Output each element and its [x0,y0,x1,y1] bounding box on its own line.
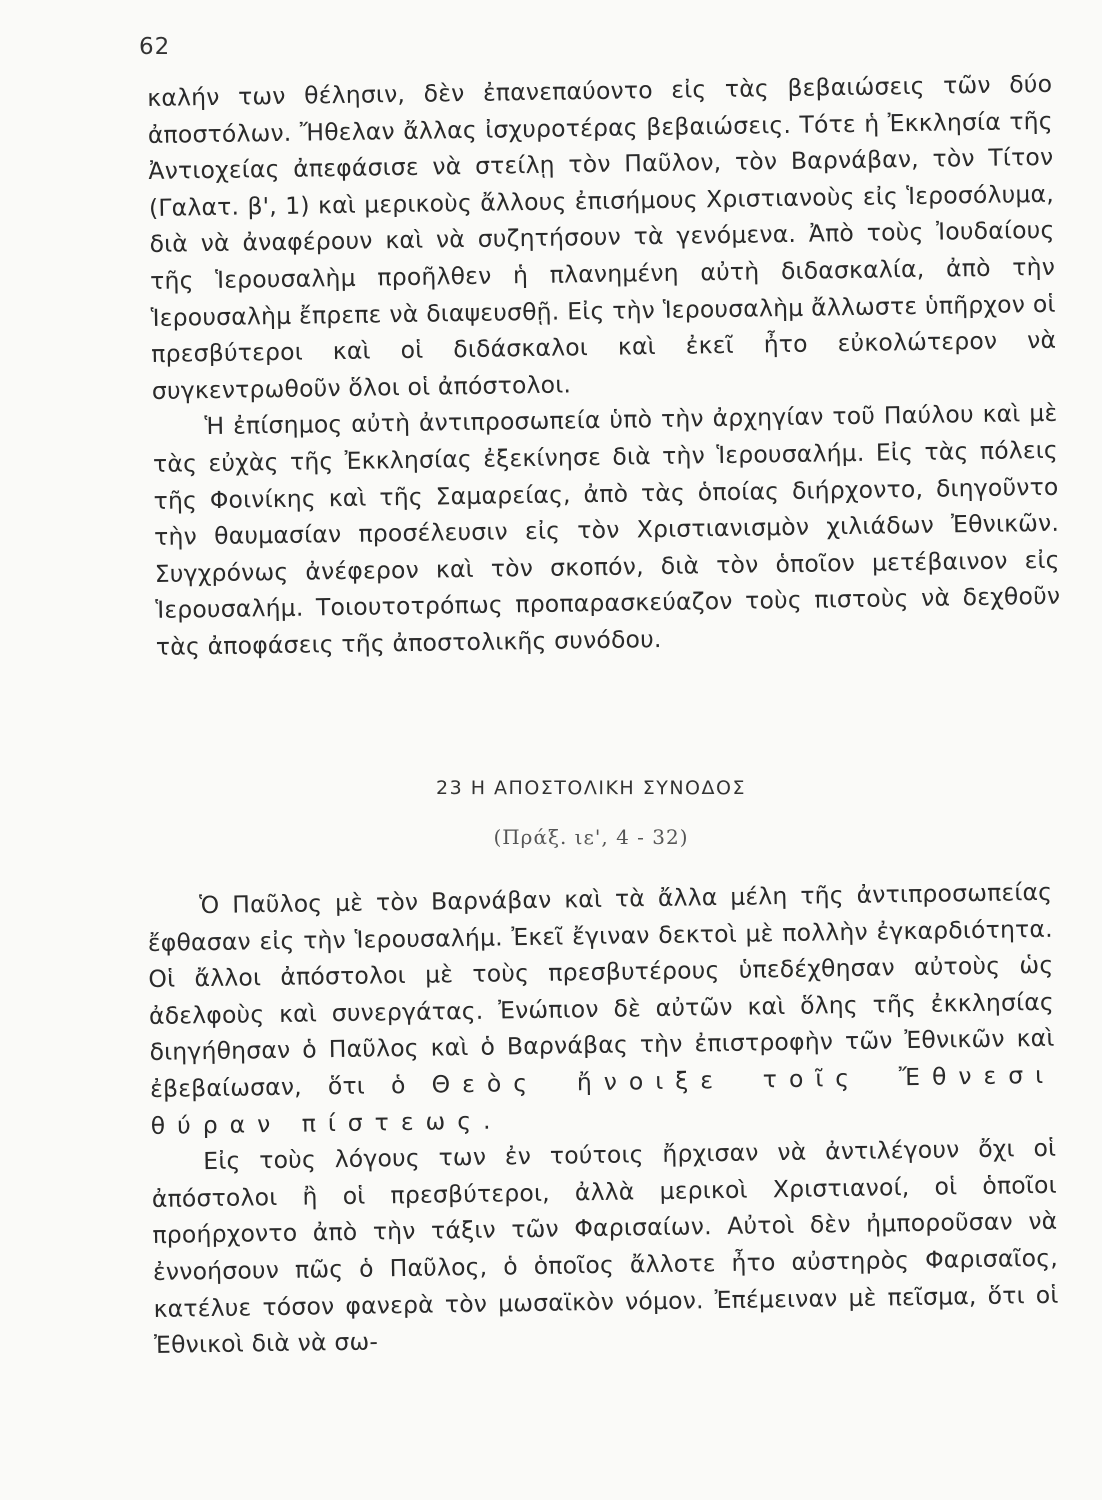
section-two-text [147,874,1059,1364]
paragraph-3-text: Ὁ Παῦλος μὲ τὸν Βαρνάβαν καὶ τὰ ἄλλα μέλη τῆς ἀντιπροσωπείας ἔφθασαν εἰς τὴν Ἱερουσαλήμ. Ἐκεῖ ἔγιναν δεκτοὶ μὲ πολλὴν ἐγκαρδιότητα. Οἱ ἄλλοι ἀπόστολοι μὲ τοὺς πρεσβυτέρους ὑπεδέχθησαν αὐτοὺς ὡς ἀδελφοὺς καὶ συνεργάτας. Ἐνώπιον δὲ αὐτῶν καὶ ὅλης τῆς ἐκκλησίας διηγήθησαν ὁ Παῦλος καὶ ὁ Βαρνάβας τὴν ἐπιστροφὴν τῶν Ἐθνικῶν καὶ ἐβεβαίωσαν, ὅτι ὁ [147,877,1055,1103]
section-reference: (Πράξ. ιε', 4 - 32) [493,825,689,849]
paragraph-1: καλήν των θέλησιν, δὲν ἐπανεπαύοντο εἰς τὰς βεβαιώσεις τῶν δύο ἀποστόλων. Ἤθελαν ἄλλας ἰσχυροτέρας βεβαιώσεις. Τότε ἡ Ἐκκλησία τῆς Ἀντιοχείας ἀπεφάσισε νὰ στείλῃ τὸν Παῦλον, τὸν Βαρνάβαν, τὸν Τίτον (Γαλατ. β', 1) καὶ μερικοὺς ἄλλους ἐπισήμους Χριστιανοὺς εἰς Ἱεροσόλυμα, διὰ νὰ ἀναφέρουν καὶ νὰ συζητήσουν τὰ γενόμενα. Ἀπὸ τοὺς Ἰουδαίους τῆς Ἱερουσαλὴμ προῆλθεν ἡ πλανημένη αὐτὴ διδασκαλία, ἀπὸ τὴν Ἱερουσαλὴμ ἔπρεπε νὰ διαψευσθῇ. Εἰς τὴν Ἱερουσαλὴμ ἄλλωστε ὑπῆρχον οἱ πρεσβύτεροι καὶ οἱ διδάσκαλοι καὶ ἐκεῖ ἦτο εὐκολώτερον νὰ συγκεντρωθοῦν ὅλοι οἱ ἀπόστολοι. [147,69,1057,405]
page-number: 62 [139,34,171,60]
section-title: 23 Η ΑΠΟΣΤΟΛΙΚΗ ΣΥΝΟΔΟΣ [436,777,746,799]
emphasized-quote: Θεὸς ἤνοιξε τοῖς Ἔθνεσι θύραν πίστεως. [150,1060,1056,1140]
paragraph-2: Ἡ ἐπίσημος αὐτὴ ἀντιπροσωπεία ὑπὸ τὴν ἀρχηγίαν τοῦ Παύλου καὶ μὲ τὰς εὐχὰς τῆς Ἐκκλησίας ἐξεκίνησε διὰ τὴν Ἱερουσαλήμ. Εἰς τὰς πόλεις τῆς Φοινίκης καὶ τῆς Σαμαρείας, ἀπὸ τὰς ὁποίας διήρχοντο, διηγοῦντο τὴν θαυμασίαν προσέλευσιν εἰς τὸν Χριστιανισμὸν χιλιάδων Ἐθνικῶν. Συγχρόνως ἀνέφερον καὶ τὸν σκοπόν, διὰ τὸν ὁποῖον μετέβαινον εἰς Ἱερουσαλήμ. Τοιουτοτρόπως προπαρασκεύαζον τοὺς πιστοὺς νὰ δεχθοῦν τὰς ἀποφάσεις τῆς ἀποστολικῆς συνόδου. [152,399,1061,661]
paragraph-4: Εἰς τοὺς λόγους των ἐν τούτοις ἤρχισαν νὰ ἀντιλέγουν ὄχι οἱ ἀπόστολοι ἢ οἱ πρεσβύτεροι, ἀλλὰ μερικοὶ Χριστιανοί, οἱ ὁποῖοι προήρχοντο ἀπὸ τὴν τάξιν τῶν Φαρισαίων. Αὐτοὶ δὲν ἠμποροῦσαν νὰ ἐννοήσουν πῶς ὁ Παῦλος, ὁ ὁποῖος ἄλλοτε ἦτο αὐστηρὸς Φαρισαῖος, κατέλυε τόσον φανερὰ τὸν μωσαϊκὸν νόμον. Ἐπέμειναν μὲ πεῖσμα, ὅτι οἱ Ἐθνικοὶ διὰ νὰ σω- [151,1133,1059,1360]
paragraph-3 [147,874,1056,1144]
section-one-text [147,66,1061,666]
